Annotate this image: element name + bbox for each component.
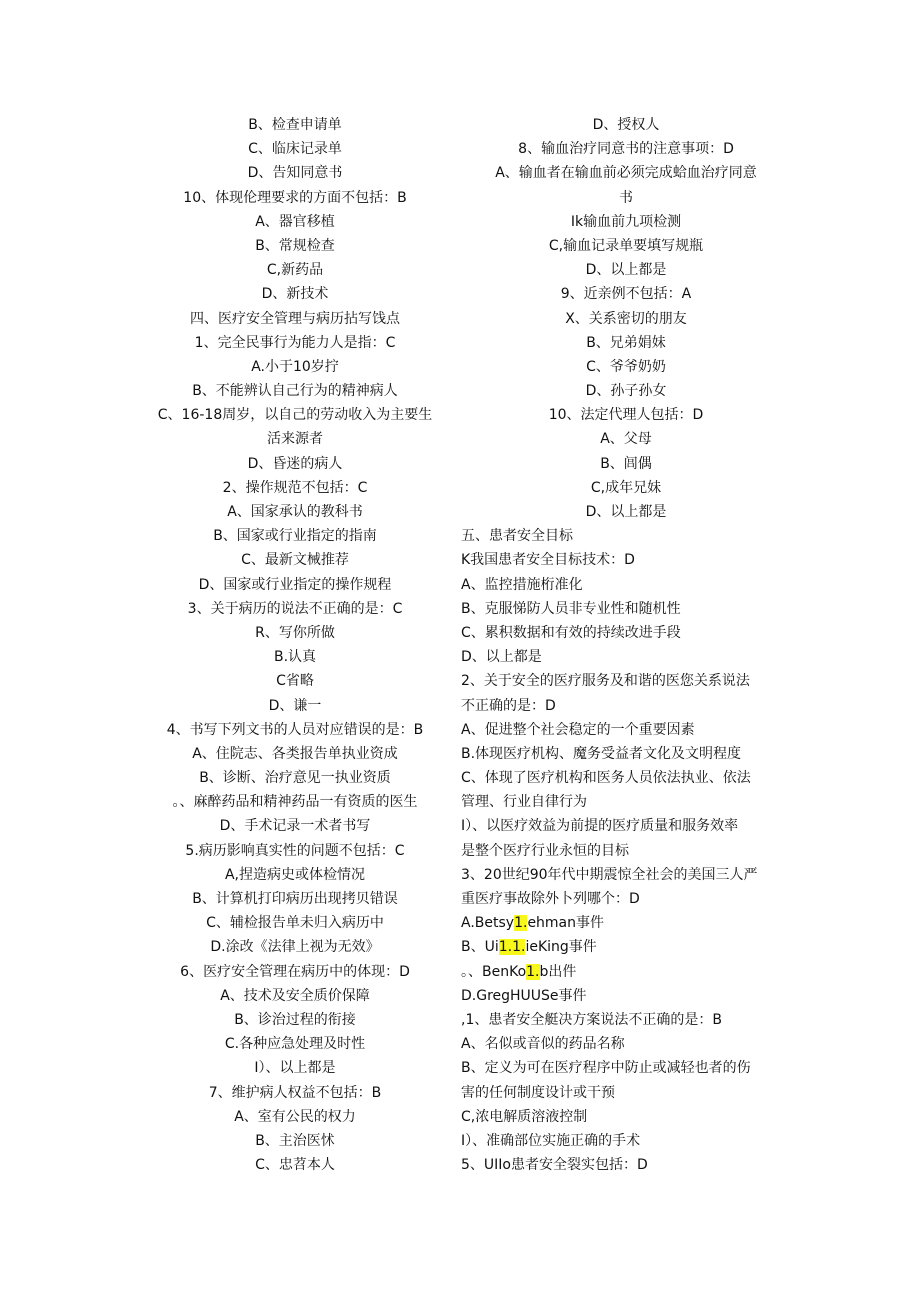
text-line: A、住院志、各类报告单执业资成 (192, 745, 398, 762)
text-line: B、闾偶 (600, 455, 652, 472)
text-line: C、16-18周岁，以自己的劳动收入为主要生 (157, 407, 433, 424)
text-line (461, 911, 791, 935)
text-segment: ehman事件 (527, 915, 605, 932)
highlighted-text: 1. (514, 915, 528, 932)
text-line: D.涂改《法律上视为无效》 (210, 939, 380, 956)
text-line: C、爷爷奶奶 (586, 358, 666, 375)
text-line: D、授权人 (592, 117, 660, 133)
text-segment: A.Betsy (461, 915, 515, 932)
text-line: C,新药品 (266, 262, 324, 279)
text-line: A、室有公民的权力 (234, 1108, 356, 1125)
text-line: C,浓电解质溶液控制 (461, 1108, 588, 1125)
text-line (461, 935, 791, 959)
text-line: B、检查申请单 (248, 117, 342, 133)
text-line: B、诊断、治疗意见一执业资质 (199, 770, 391, 787)
text-line: R、写你所做 (255, 624, 335, 641)
text-line: ,1、患者安全艇决方案说法不正确的是：B (461, 1011, 722, 1028)
text-line: D.GregHUUSe事件 (461, 987, 587, 1004)
text-line: A、名似或音似的药品名称 (461, 1036, 625, 1053)
text-line: I）、以医疗效益为前提的医疗质量和服务效率 (461, 818, 739, 835)
text-line: 4、书写下列文书的人员对应错误的是：B (166, 721, 424, 738)
text-segment: b出件 (539, 963, 577, 980)
text-line (461, 960, 791, 984)
text-line: 活来源者 (267, 431, 323, 448)
text-line: I）、准确部位实施正确的手术 (461, 1132, 641, 1149)
highlighted-text: 1. (526, 963, 540, 980)
text-line: C、最新文械推荐 (241, 552, 349, 569)
text-segment: 。、BenKo (461, 963, 527, 980)
text-line: 3、关于病历的说法不正确的是：C (187, 600, 403, 617)
text-line: D、以上都是 (585, 262, 667, 279)
text-line: B.体现医疗机构、魔务受益者文化及文明程度 (461, 745, 742, 762)
right-column (461, 113, 791, 1177)
text-line: A,捏造病史或体检情况 (224, 866, 366, 883)
text-line: 。、麻醉药品和精神药品一有资质的医生 (172, 794, 418, 811)
text-line: B、主治医怵 (255, 1132, 335, 1149)
text-line: D、谦一 (268, 697, 322, 714)
text-line: C、累积数据和有效的持续改进手段 (461, 624, 681, 641)
text-line: 害的任何制度设计或干预 (461, 1084, 615, 1101)
text-line: A、监控措施桁准化 (461, 576, 583, 593)
text-line: C.各种应急处理及时性 (224, 1036, 366, 1053)
text-line: A、输血者在输血前必须完成蛤血治疗同意 (495, 165, 757, 182)
text-line: D、告知同意书 (247, 165, 343, 182)
text-line: A、父母 (600, 431, 652, 448)
text-line: 7、维护病人权益不包括：B (208, 1084, 382, 1101)
text-line: 10、体现伦理要求的方面不包括：B (183, 189, 407, 206)
text-line: 2、操作规范不包括：C (222, 479, 368, 496)
text-line: D、昏迷的病人 (247, 455, 343, 472)
text-line: X、关系密切的朋友 (565, 310, 687, 327)
text-line: C,输血记录单要填写规瓶 (548, 237, 704, 254)
text-line: C、辅检报告单未归入病历中 (206, 915, 384, 932)
text-line: A、器官移植 (255, 213, 335, 230)
text-line: 10、法定代理人包括：D (548, 407, 704, 424)
text-line: C、临床记录单 (248, 141, 342, 158)
text-line: 2、关于安全的医疗服务及和谐的医您关系说法 (461, 673, 750, 690)
text-line: C、体现了医疗机构和医务人员依法执业、依法 (461, 770, 751, 787)
text-line: C省略 (276, 673, 314, 690)
text-line: B、计算机打印病历出现拷贝错误 (192, 891, 398, 907)
text-line: D、国家或行业指定的操作规程 (198, 576, 392, 593)
text-segment: B、Ui (461, 939, 499, 956)
text-line: 不正确的是：D (461, 697, 556, 714)
text-line: 重医疗事故除外卜列哪个：D (461, 891, 640, 907)
text-line: B、定义为可在医疗程序中防止或减轻也者的伤 (461, 1060, 751, 1077)
text-line: B、国家或行业指定的指南 (213, 528, 377, 545)
text-line: B、诊治过程的衔接 (234, 1011, 356, 1028)
text-line: 6、医疗安全管理在病历中的体现：D (180, 963, 410, 980)
text-line: D、手术记录一术者书写 (219, 818, 371, 835)
text-line: 四、医疗安全管理与病历拈写饯点 (190, 310, 400, 327)
text-line: B、常规检查 (255, 237, 335, 254)
text-line: I）、以上都是 (254, 1060, 336, 1077)
text-line: 3、20世纪90年代中期震惊全社会的美国三人严 (461, 866, 758, 883)
text-line: A、技术及安全质价保障 (220, 987, 370, 1004)
text-line: B.认真 (273, 649, 317, 666)
text-line: B、不能辨认自己行为的精神病人 (192, 383, 398, 400)
text-line: K我国患者安全目标技术：D (461, 552, 635, 569)
text-line: 五、患者安全目标 (461, 528, 573, 545)
text-line: 9、近亲例不包括：A (560, 286, 692, 303)
left-column (140, 113, 450, 1177)
text-line: D、新技术 (261, 286, 329, 303)
text-line: D、以上都是 (585, 504, 667, 520)
text-line: A、促进整个社会稳定的一个重要因素 (461, 721, 695, 738)
text-line: 管理、行业自律行为 (461, 794, 587, 811)
text-line: 书 (619, 189, 633, 206)
text-line: 是整个医疗行业永恒的目标 (461, 842, 629, 859)
text-line: 1、完全民事行为能力人是指：C (194, 334, 396, 351)
text-line: C、忠苕本人 (255, 1157, 335, 1174)
text-line: A、国家承认的教科书 (227, 504, 363, 520)
text-segment: ieKing事件 (525, 939, 597, 956)
text-line: B、兄弟娟妹 (586, 334, 666, 351)
text-line: 5.病历影响真实性的问题不包括：C (185, 842, 405, 859)
text-line: 5、UIIo患者安全裂实包括：D (461, 1157, 648, 1174)
text-line: C,成年兄妹 (590, 479, 662, 496)
text-line: B、克服悌防人员非专业性和随机性 (461, 600, 681, 617)
text-line: A.小于10岁拧 (251, 358, 339, 375)
highlighted-text: 1.1. (498, 939, 526, 956)
text-line: D、以上都是 (461, 649, 542, 666)
text-line: 8、输血治疗同意书的注意事项：D (518, 141, 734, 158)
text-line: Ik输血前九项检测 (570, 213, 682, 230)
text-line: D、孙子孙女 (585, 383, 667, 400)
